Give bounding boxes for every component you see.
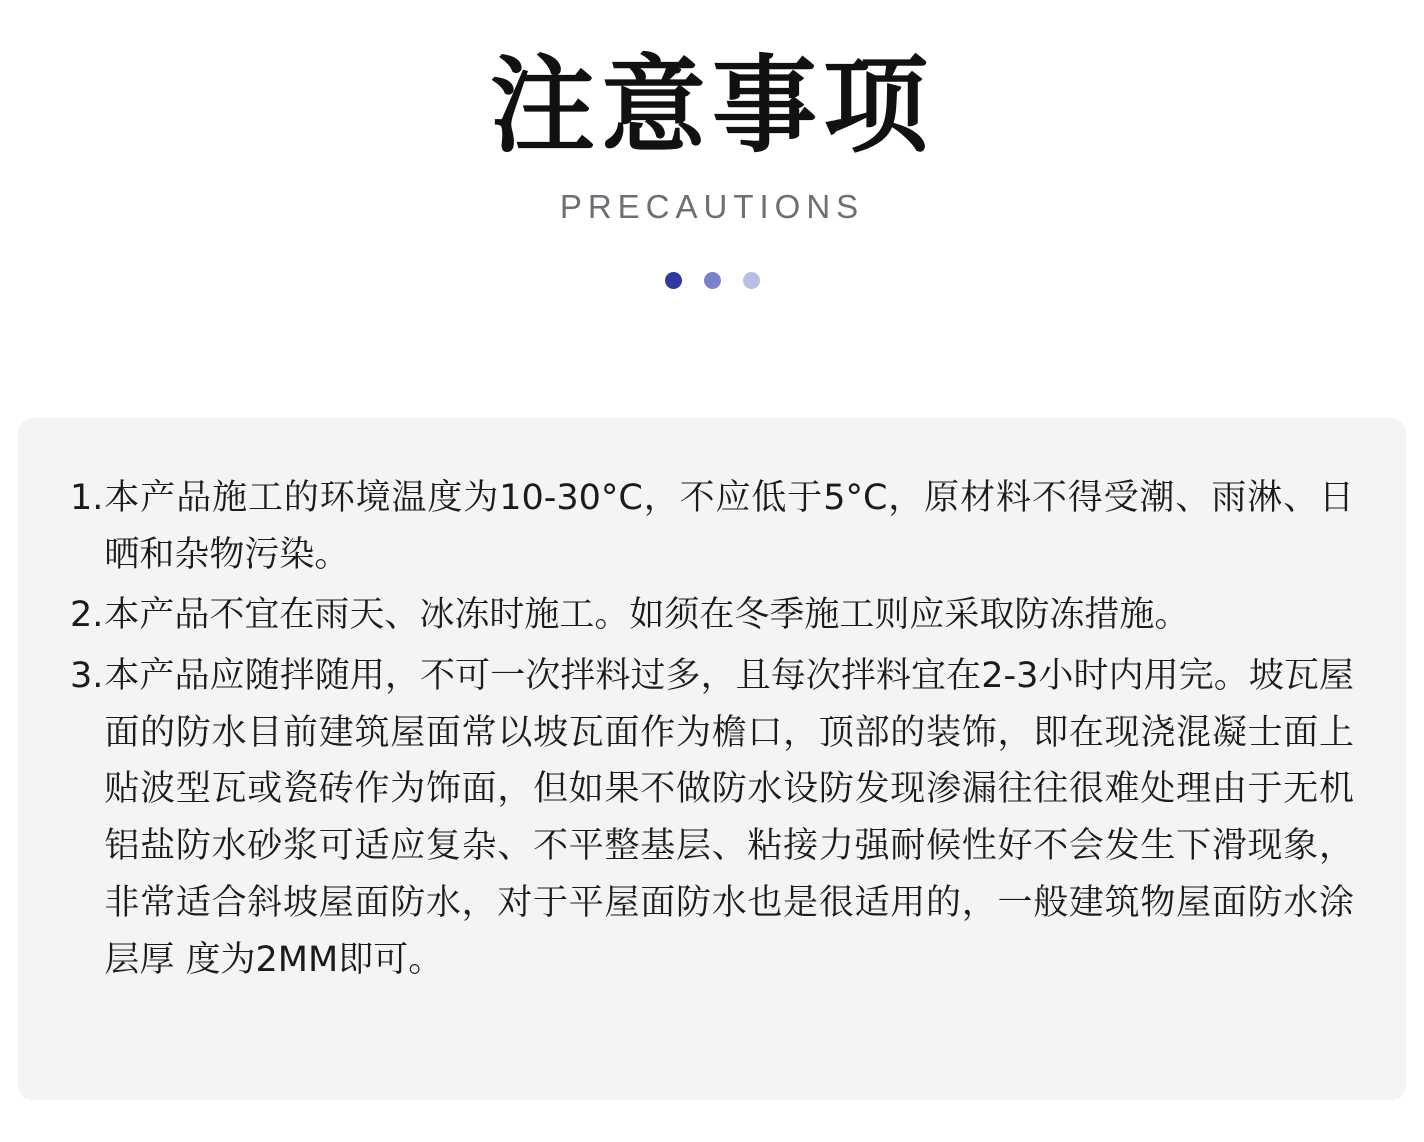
list-item-number: 2. [70,595,104,636]
dot-second-icon [704,272,721,289]
list-item-number: 1. [70,478,104,518]
list-item [70,470,1354,583]
page-title: 注意事项 [489,45,934,167]
page-header [0,0,1424,289]
list-item-text: 本产品应随拌随用，不可一次拌料过多，且每次拌料宜在2-3小时内用完。坡瓦屋面的防水目前建筑屋面常以坡瓦面作为檐口，顶部的装饰，即在现浇混凝士面上贴波型瓦或瓷砖作为饰面，但如果不做防水设防发现渗漏往往很难处理由于无机铝盐防水砂浆可适应复杂、不平整基层、粘接力强耐候性好不会发生下滑现象，非常适合斜坡屋面防水，对于平屋面防水也是很适用的，一般建筑物屋面防水涂层厚 度为2MM即可。 [104,656,1354,980]
list-item-number: 3. [70,656,104,697]
list-item-text: 本产品施工的环境温度为10-30°C，不应低于5°C，原材料不得受潮、雨淋、日晒和杂物污染。 [104,478,1354,575]
decorative-dots [0,272,1424,289]
precautions-card [18,418,1406,1100]
list-item [70,648,1354,988]
precautions-list [70,470,1354,988]
list-item-text: 本产品不宜在雨天、冰冻时施工。如须在冬季施工则应采取防冻措施。 [104,595,1190,636]
dot-active-icon [665,272,682,289]
page-subtitle: PRECAUTIONS [559,187,865,225]
list-item [70,587,1354,644]
dot-third-icon [743,272,760,289]
